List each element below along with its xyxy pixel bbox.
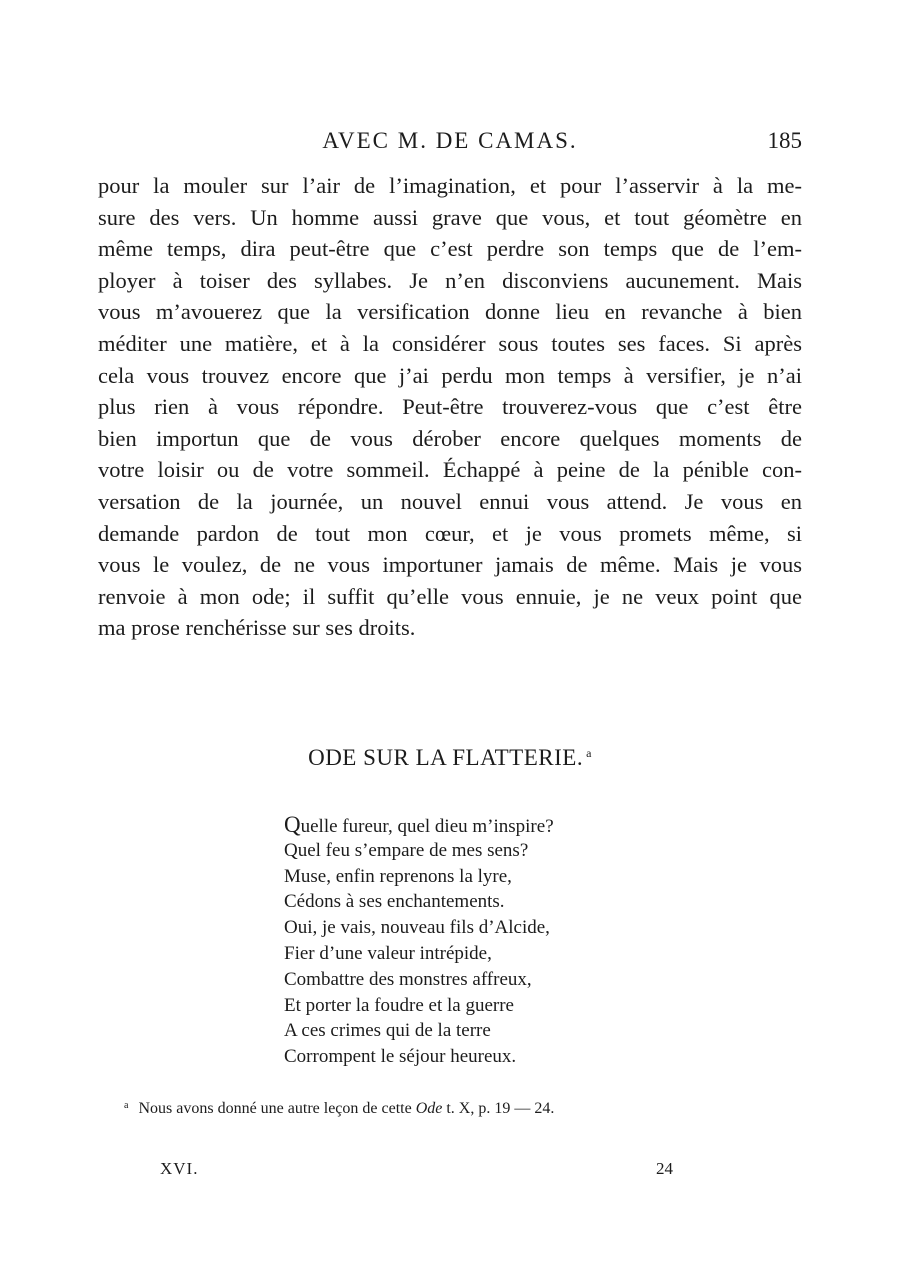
- prose-line: demande pardon de tout mon cœur, et je vous promets même, si: [98, 520, 802, 546]
- prose-line: méditer une matière, et à la considérer sous toutes ses faces. Si après: [98, 330, 802, 356]
- verse-line: Corrompent le séjour heureux.: [284, 1046, 517, 1068]
- verse-line: Combattre des monstres affreux,: [284, 968, 532, 990]
- footnote: [124, 1100, 554, 1118]
- prose-line: vous le voulez, de ne vous importuner jamais de même. Mais je vous: [98, 552, 802, 578]
- footnote-work-title: Ode: [415, 1100, 443, 1117]
- verse-line: Cédons à ses enchantements.: [284, 891, 505, 913]
- prose-line: ma prose renchérisse sur ses droits.: [98, 615, 416, 641]
- prose-line: sure des vers. Un homme aussi grave que vous, et tout géomètre en: [98, 204, 802, 230]
- ornamental-initial: Q: [284, 812, 301, 837]
- prose-line: vous m’avouerez que la versification donne lieu en revanche à bien: [98, 299, 802, 325]
- running-head: [98, 128, 802, 162]
- verse-line: Quel feu s’empare de mes sens?: [284, 839, 529, 861]
- verse-line-text: uelle fureur, quel dieu m’inspire?: [300, 816, 554, 837]
- footnote-reference: a: [586, 746, 592, 760]
- running-title: AVEC M. DE CAMAS.: [322, 128, 578, 153]
- prose-line: plus rien à vous répondre. Peut-être trouverez-vous que c’est être: [98, 394, 802, 420]
- verse-line: Muse, enfin reprenons la lyre,: [284, 865, 512, 887]
- prose-line: bien importun que de vous dérober encore quelques moments de: [98, 425, 802, 451]
- prose-line: pour la mouler sur l’air de l’imagination, et pour l’asservir à la me-: [98, 173, 802, 198]
- ode-stanza: [284, 812, 554, 1070]
- volume-signature: XVI.: [160, 1159, 199, 1178]
- footnote-reference-text: t. X, p. 19 — 24.: [442, 1100, 555, 1117]
- prose-line: cela vous trouvez encore que j’ai perdu mon temps à versifier, je n’ai: [98, 362, 802, 388]
- prose-paragraph: [98, 170, 802, 644]
- verse-line: Oui, je vais, nouveau fils d’Alcide,: [284, 917, 550, 939]
- prose-line: même temps, dira peut-être que c’est perdre son temps que de l’em-: [98, 236, 802, 262]
- footnote-marker: a: [124, 1100, 129, 1111]
- verse-line: Et porter la foudre et la guerre: [284, 994, 514, 1016]
- verse-line: [284, 812, 554, 838]
- prose-line: votre loisir ou de votre sommeil. Échappé à peine de la pénible con-: [98, 457, 802, 483]
- prose-line: ployer à toiser des syllabes. Je n’en disconviens aucunement. Mais: [98, 267, 802, 293]
- prose-line: versation de la journée, un nouvel ennui vous attend. Je vous en: [98, 488, 802, 514]
- verse-line: Fier d’une valeur intrépide,: [284, 942, 492, 964]
- ode-title: [0, 745, 900, 771]
- verse-line: A ces crimes qui de la terre: [284, 1020, 491, 1042]
- footnote-text: Nous avons donné une autre leçon de cette: [138, 1100, 416, 1117]
- gathering-number: 24: [656, 1159, 673, 1178]
- prose-line: renvoie à mon ode; il suffit qu’elle vous ennuie, je ne veux point que: [98, 583, 802, 609]
- page-number: 185: [767, 128, 802, 153]
- ode-title-text: ODE SUR LA FLATTERIE.: [308, 745, 584, 770]
